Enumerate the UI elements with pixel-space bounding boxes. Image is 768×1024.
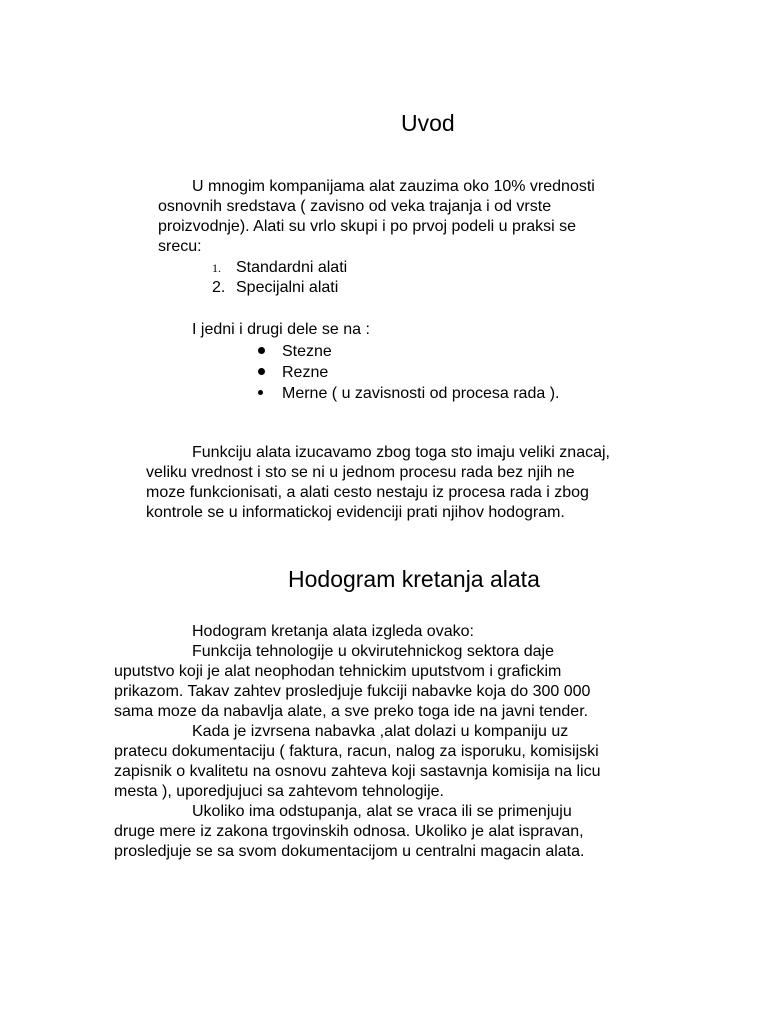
list-item	[258, 362, 559, 383]
paragraph-line: zapisnik o kvalitetu na osnovu zahteva koji sastavnja komisija na licu	[114, 763, 601, 780]
paragraph-line: Hodogram kretanja alata izgleda ovako:	[192, 623, 474, 640]
intro-line: srecu:	[158, 238, 202, 255]
bullet-icon	[258, 362, 282, 383]
paragraph-line: moze funkcionisati, a alati cesto nestaju iz procesa rada i zbog	[146, 484, 589, 501]
intro-line: osnovnih sredstava ( zavisno od veka trajanja i od vrste	[158, 198, 552, 215]
intro-paragraph	[158, 177, 595, 257]
paragraph-line: Ukoliko ima odstupanja, alat se vraca ili se primenjuju	[192, 803, 572, 820]
heading-hodogram: Hodogram kretanja alata	[288, 566, 540, 592]
bullet-list	[258, 341, 559, 404]
bullet-icon	[258, 383, 282, 404]
list-item	[212, 258, 347, 278]
paragraph-line: Funkcija tehnologije u okvirutehnickog sektora daje	[192, 643, 554, 660]
heading-uvod: Uvod	[401, 110, 455, 136]
types-intro-line: I jedni i drugi dele se na :	[192, 321, 370, 338]
paragraph-line: mesta ), uporedjujuci sa zahtevom tehnologije.	[114, 783, 444, 800]
paragraph-line: druge mere iz zakona trgovinskih odnosa. Ukoliko je alat ispravan,	[114, 823, 584, 840]
list-item-text: Stezne	[282, 343, 332, 360]
list-item-text: Specijalni alati	[236, 279, 339, 296]
paragraph-line: sama moze da nabavlja alate, a sve preko toga ide na javni tender.	[114, 703, 589, 720]
paragraph-line: prosledjuje se sa svom dokumentacijom u centralni magacin alata.	[114, 843, 585, 860]
list-item-text: Merne ( u zavisnosti od procesa rada ).	[282, 385, 560, 402]
paragraph-line: veliku vrednost i sto se ni u jednom procesu rada bez njih ne	[146, 464, 575, 481]
list-marker: 1.	[212, 261, 221, 275]
function-paragraph	[146, 443, 610, 523]
numbered-list	[212, 258, 347, 298]
list-item	[258, 341, 559, 362]
hodogram-paragraph	[114, 622, 600, 862]
paragraph-line: pratecu dokumentaciju ( faktura, racun, nalog za isporuku, komisijski	[114, 743, 599, 760]
list-item	[258, 383, 559, 404]
paragraph-line: Kada je izvrsena nabavka ,alat dolazi u kompaniju uz	[192, 723, 569, 740]
intro-line: U mnogim kompanijama alat zauzima oko 10% vrednosti	[192, 178, 595, 195]
list-item-text: Standardni alati	[236, 259, 348, 276]
paragraph-line: uputstvo koji je alat neophodan tehnickim uputstvom i grafickim	[114, 663, 562, 680]
bullet-icon	[258, 341, 282, 362]
list-item-text: Rezne	[282, 364, 329, 381]
paragraph-line: kontrole se u informatickoj evidenciji prati njihov hodogram.	[146, 504, 565, 521]
paragraph-line: prikazom. Takav zahtev prosledjuje fukciji nabavke koja do 300 000	[114, 683, 591, 700]
list-item	[212, 278, 347, 298]
paragraph-line: Funkciju alata izucavamo zbog toga sto imaju veliki znacaj,	[192, 444, 610, 461]
list-marker: 2.	[212, 279, 226, 296]
intro-line: proizvodnje). Alati su vrlo skupi i po prvoj podeli u praksi se	[158, 218, 576, 235]
